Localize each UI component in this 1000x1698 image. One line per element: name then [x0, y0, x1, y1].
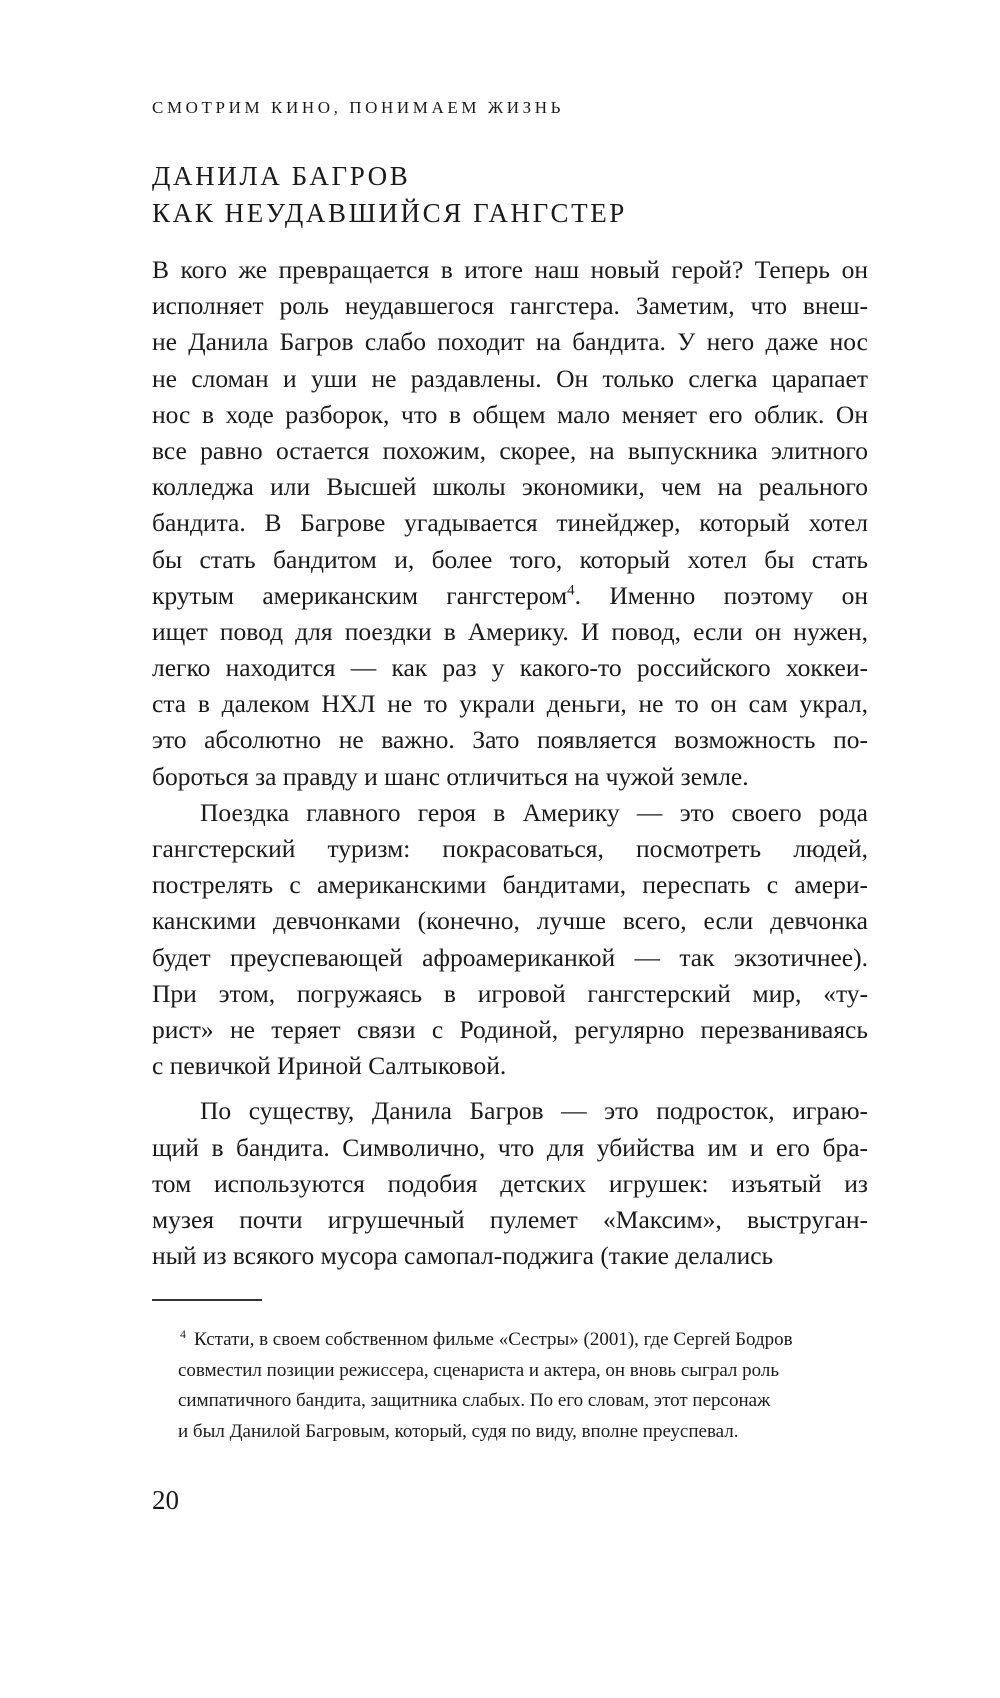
line-text: Поездка главного героя в Америку — это своего рода [200, 797, 868, 827]
text-line [152, 650, 868, 686]
body-text [152, 252, 868, 1274]
footnote-line [178, 1325, 868, 1356]
line-text: бороться за правду и шанс отличиться на чужой земле. [152, 761, 749, 791]
line-text: это абсолютно не важно. Зато появляется возможность по- [152, 725, 868, 755]
text-line [152, 542, 868, 578]
text-line [152, 867, 868, 903]
text-line [152, 252, 868, 288]
text-line [152, 1130, 868, 1166]
footnote-text: симпатичного бандита, защитника слабых. По его словам, этот персонаж [178, 1390, 771, 1411]
chapter-title-line: ДАНИЛА БАГРОВ [152, 161, 411, 191]
line-text: нос в ходе разборок, что в общем мало меняет его облик. Он [152, 399, 868, 429]
text-line [152, 397, 868, 433]
line-text: По существу, Данила Багров — это подросток, играю- [200, 1096, 868, 1126]
text-line [152, 1238, 868, 1274]
text-line [152, 903, 868, 939]
text-line [152, 686, 868, 722]
text-line [152, 759, 868, 795]
line-text: ищет повод для поездки в Америку. И повод, если он нужен, [152, 616, 868, 646]
text-line [152, 469, 868, 505]
footnote-text: совместил позиции режиссера, сценариста и актера, он вновь сыграл роль [178, 1359, 780, 1381]
text-line [152, 324, 868, 360]
line-text: крутым американским гангстером [152, 580, 568, 610]
line-text: все равно остается похожим, скорее, на выпускника элитного [152, 435, 868, 465]
footnote-line [178, 1417, 868, 1448]
text-line [152, 433, 868, 469]
text-line [152, 578, 868, 614]
footnote-text: Кстати, в своем собственном фильме «Сестры» (2001), где Сергей Бодров [194, 1329, 793, 1350]
footnote-divider [152, 1299, 262, 1301]
chapter-title-line: КАК НЕУДАВШИЙСЯ ГАНГСТЕР [152, 198, 627, 228]
text-line [152, 722, 868, 758]
line-text: ный из всякого мусора самопал-поджига (такие делались [152, 1241, 774, 1271]
text-line [152, 976, 868, 1012]
footnote-reference[interactable]: 4 [567, 582, 575, 599]
line-text: . Именно поэтому он [574, 580, 868, 610]
text-line [152, 1202, 868, 1238]
line-text: пострелять с американскими бандитами, переспать с амери- [152, 870, 868, 900]
line-text: В кого же превращается в итоге наш новый герой? Теперь он [152, 255, 868, 284]
running-head: СМОТРИМ КИНО, ПОНИМАЕМ ЖИЗНЬ [152, 98, 564, 117]
text-line [152, 361, 868, 397]
line-text: гангстерский туризм: покрасоваться, посмотреть людей, [152, 834, 868, 863]
paragraph [152, 252, 868, 795]
page-number: 20 [152, 1485, 179, 1515]
line-text: бандита. В Багрове угадывается тинейджер, который хотел [152, 508, 868, 538]
line-text: рист» не теряет связи с Родиной, регулярно перезваниваясь [152, 1014, 868, 1044]
chapter-title [152, 158, 627, 232]
text-line [152, 1048, 868, 1084]
line-text: легко находится — как раз у какого-то российского хоккеи- [152, 653, 868, 683]
line-text: будет преуспевающей афроамериканкой — так экзотичнее). [152, 942, 868, 972]
text-line [152, 831, 868, 867]
line-text: не Данила Багров слабо походит на бандита. У него даже нос [152, 327, 868, 357]
line-text: музея почти игрушечный пулемет «Максим», выструган- [152, 1204, 868, 1234]
line-text: исполняет роль неудавшегося гангстера. Заметим, что внеш- [152, 291, 868, 321]
footnote-marker: 4 [180, 1326, 186, 1341]
line-text: колледжа или Высшей школы экономики, чем на реального [152, 472, 868, 502]
text-line [152, 795, 868, 831]
paragraph [152, 795, 868, 1085]
text-line [152, 505, 868, 541]
footnote-line [178, 1386, 868, 1417]
line-text: щий в бандита. Символично, что для убийства им и его бра- [152, 1132, 868, 1162]
paragraph [152, 1093, 868, 1274]
text-line [152, 940, 868, 976]
footnote-text: и был Данилой Багровым, который, судя по виду, вполне преуспевал. [178, 1420, 739, 1442]
line-text: с певичкой Ириной Салтыковой. [152, 1051, 507, 1081]
text-line [152, 1012, 868, 1048]
line-text: том используются подобия детских игрушек: изъятый из [152, 1168, 868, 1198]
text-line [152, 1166, 868, 1202]
text-line [152, 614, 868, 650]
line-text: бы стать бандитом и, более того, который хотел бы стать [152, 544, 868, 574]
text-line [152, 1093, 868, 1129]
text-line [152, 288, 868, 324]
line-text: При этом, погружаясь в игровой гангстерский мир, «ту- [152, 978, 868, 1008]
footnote-line [178, 1356, 868, 1387]
line-text: не сломан и уши не раздавлены. Он только слегка царапает [152, 363, 868, 393]
line-text: канскими девчонками (конечно, лучше всего, если девчонка [152, 906, 868, 936]
footnotes [178, 1325, 868, 1447]
line-text: ста в далеком НХЛ не то украли деньги, не то он сам украл, [152, 689, 868, 719]
